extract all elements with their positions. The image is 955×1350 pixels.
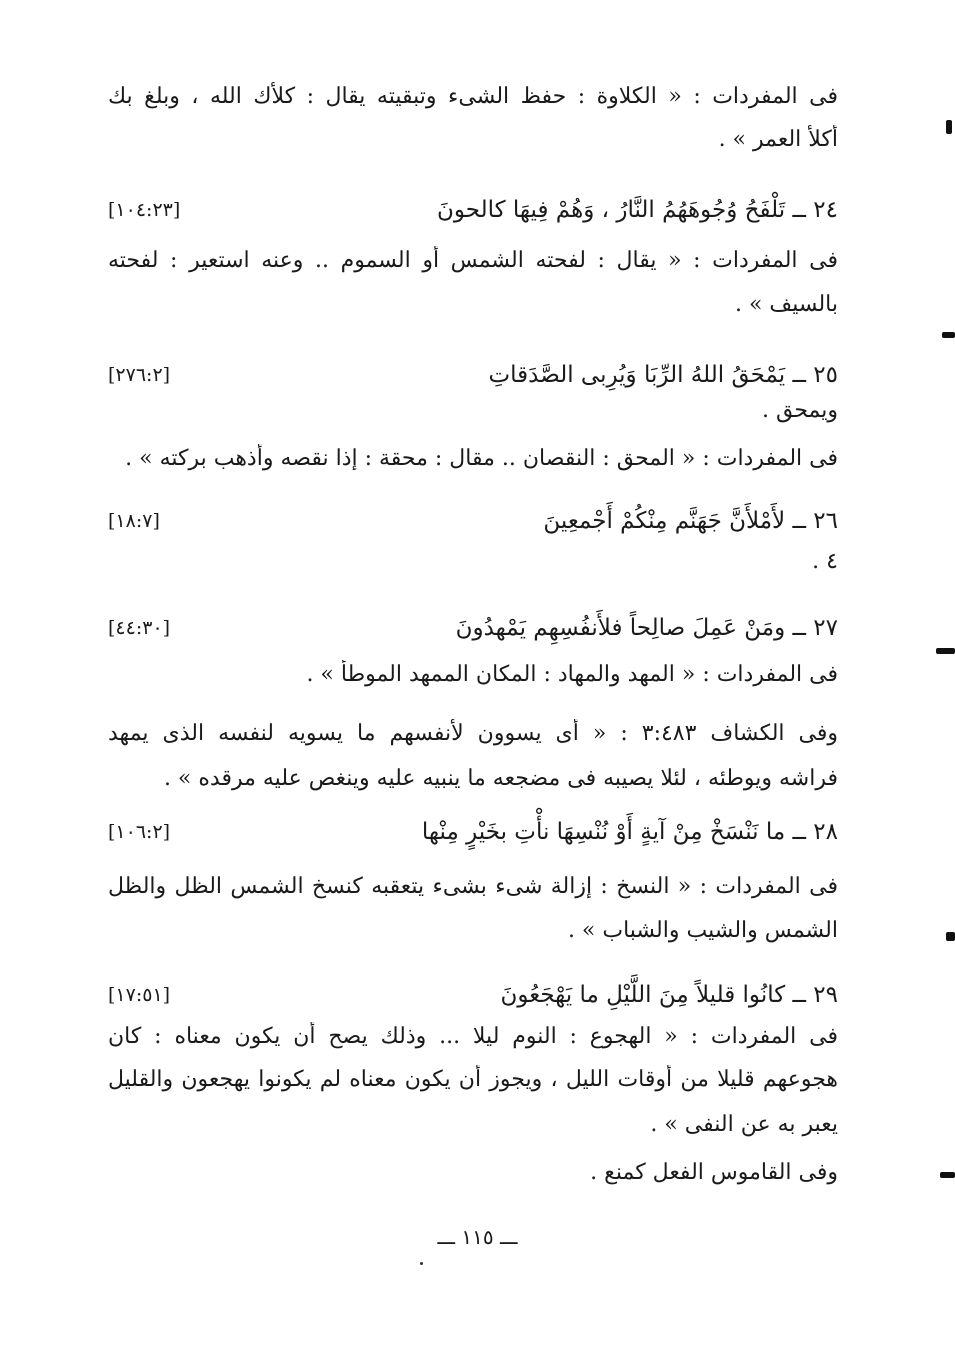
verse-reference: [١٠٤:٢٣] bbox=[108, 199, 181, 221]
scan-speck bbox=[420, 1262, 423, 1265]
text-line: فى المفردات : « المحق : النقصان .. مقال : محقة : إذا نقصه وأذهب بركته » . bbox=[125, 446, 838, 471]
verse-text: ٢٧ ــ ومَنْ عَمِلَ صالِحاً فلأَنفُسِهِم يَمْهدُونَ bbox=[455, 615, 838, 641]
verse-entry bbox=[108, 358, 838, 392]
text-line: الشمس والشيب والشباب » . bbox=[567, 918, 838, 943]
text-line: فراشه ويوطئه ، لئلا يصيبه فى مضجعه ما ينبيه عليه وينغص عليه مرقده » . bbox=[163, 766, 838, 791]
text-line: بالسيف » . bbox=[734, 292, 838, 317]
text-line: فى المفردات : « يقال : لفحته الشمس أو السموم .. وعنه استعير : لفحته bbox=[108, 248, 838, 273]
text-line: فى المفردات : « الكلاوة : حفظ الشىء وتبقيته يقال : كلأك الله ، وبلغ بك bbox=[108, 84, 838, 109]
scan-edge-mark bbox=[946, 932, 955, 941]
text-line: فى المفردات : « الهجوع : النوم ليلا ... وذلك يصح أن يكون معناه : كان bbox=[108, 1024, 838, 1049]
page-number: ـــ ١١٥ ـــ bbox=[437, 1225, 518, 1249]
text-line: هجوعهم قليلا من أوقات الليل ، ويجوز أن يكون معناه لم يكونوا يهجعون والقليل bbox=[108, 1067, 838, 1092]
scan-edge-mark bbox=[940, 1172, 955, 1178]
verse-text: ٢٩ ــ كانُوا قليلاً مِنَ اللَّيْلِ ما يَهْجَعُونَ bbox=[500, 982, 838, 1008]
verse-text: ٢٥ ــ يَمْحَقُ اللهُ الرِّبَا وَيُرِبى الصَّدَقاتِ bbox=[488, 362, 838, 388]
verse-entry bbox=[108, 611, 838, 645]
text-line: أكلأ العمر » . bbox=[718, 127, 838, 152]
verse-entry bbox=[108, 815, 838, 849]
verse-reference: [٢٧٦:٢] bbox=[108, 364, 171, 386]
text-line: ٤ . bbox=[812, 549, 838, 574]
text-line: وفى القاموس الفعل كمنع . bbox=[590, 1160, 838, 1185]
text-line: وفى الكشاف ٣:٤٨٣ : « أى يسوون لأنفسهم ما يسويه لنفسه الذى يمهد bbox=[108, 721, 838, 746]
verse-entry bbox=[108, 504, 838, 538]
verse-text: ٢٦ ــ لأَمْلأَنَّ جَهَنَّم مِنْكُمْ أَجْمعِينَ bbox=[543, 508, 838, 534]
scan-edge-mark bbox=[936, 648, 955, 654]
text-line: فى المفردات : « المهد والمهاد : المكان الممهد الموطأ » . bbox=[306, 662, 838, 687]
text-line: يعبر به عن النفى » . bbox=[650, 1112, 838, 1137]
verse-reference: [١٧:٥١] bbox=[108, 984, 171, 1006]
verse-reference: [١٠٦:٢] bbox=[108, 821, 171, 843]
verse-text: ٢٨ ــ ما نَنْسَخْ مِنْ آيةٍ أَوْ نُنْسِهَا نأْتِ بخَيْرٍ مِنْها bbox=[421, 819, 838, 845]
scan-edge-mark bbox=[942, 332, 955, 338]
verse-reference: [٤٤:٣٠] bbox=[108, 617, 171, 639]
scan-edge-mark bbox=[946, 120, 952, 134]
verse-entry bbox=[108, 978, 838, 1012]
text-line: فى المفردات : « النسخ : إزالة شىء بشىء يتعقبه كنسخ الشمس الظل والظل bbox=[108, 874, 838, 899]
verse-reference: [١٨:٧] bbox=[108, 510, 160, 532]
verse-entry bbox=[108, 193, 838, 227]
text-line: ويمحق . bbox=[761, 398, 838, 423]
verse-text: ٢٤ ــ تَلْفَحُ وُجُوهَهُمُ النَّارُ ، وَهُمْ فِيهَا كالحونَ bbox=[437, 197, 838, 223]
